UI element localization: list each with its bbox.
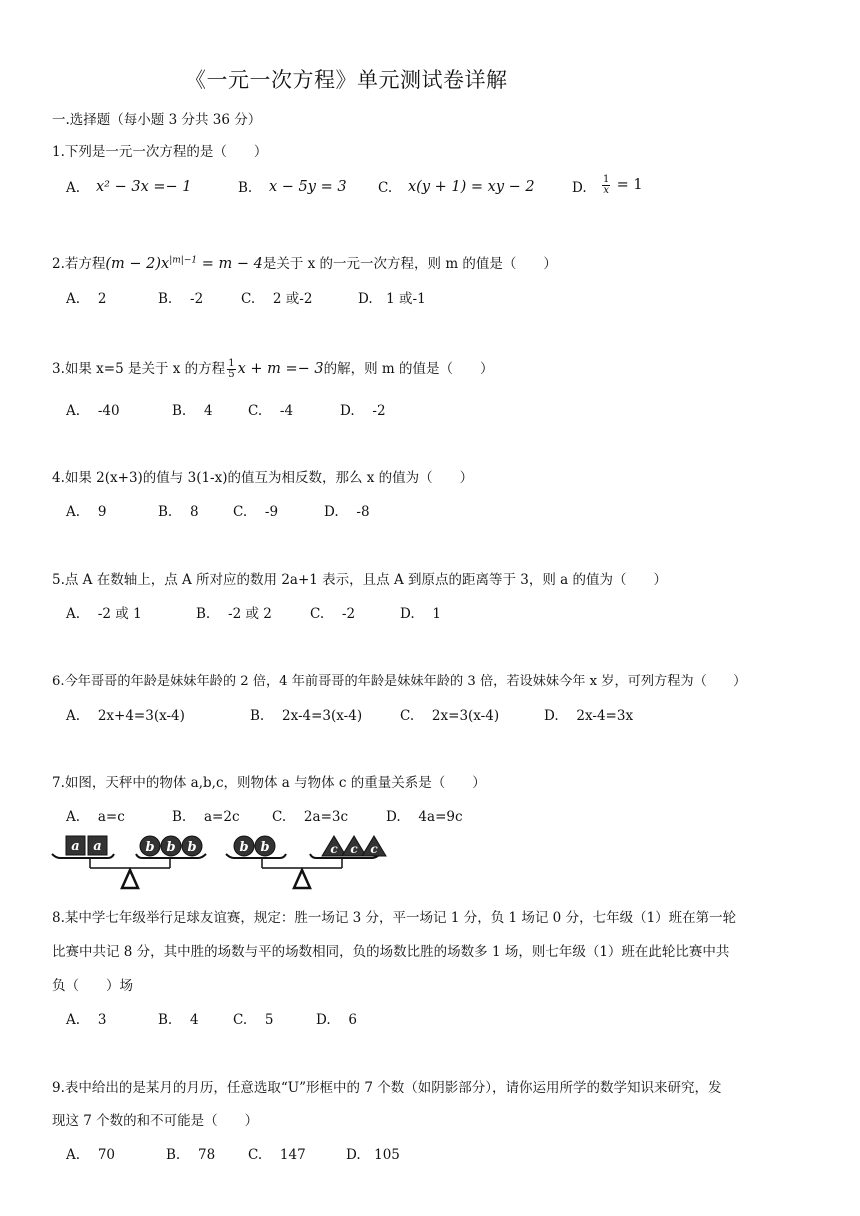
q7-option-a: A. a=c <box>66 809 125 825</box>
q2-option-c: C. 2 或-2 <box>241 291 313 307</box>
q5-option-a: A. -2 或 1 <box>66 606 142 622</box>
question-9-line-2: 现这 7 个数的和不可能是（ ） <box>52 1113 259 1129</box>
q1-option-b-label: B. <box>238 180 253 196</box>
q5-option-d: D. 1 <box>400 606 442 622</box>
q4-option-b: B. 8 <box>158 504 199 520</box>
q7-option-d: D. 4a=9c <box>386 809 463 825</box>
question-6-stem: 6.今年哥哥的年龄是妹妹年龄的 2 倍，4 年前哥哥的年龄是妹妹年龄的 3 倍，若设妹妹今年 x 岁，可列方程为（ ） <box>52 674 747 689</box>
q8-option-a: A. 3 <box>66 1012 107 1028</box>
balance-right <box>226 836 386 888</box>
q5-option-b: B. -2 或 2 <box>196 606 272 622</box>
question-2-stem: 2.若方程$(m - 2)x^{|m|-1} = m - 4$是关于 x 的一元一次方程，则 m 的值是（ ） <box>52 255 557 272</box>
triangle-c-2-label: c <box>350 842 358 856</box>
q6-option-d: D. 2x-4=3x <box>544 708 634 724</box>
q3-option-c: C. -4 <box>248 403 294 419</box>
question-5-stem: 5.点 A 在数轴上，点 A 所对应的数用 2a+1 表示，且点 A 到原点的距离等于 3，则 a 的值为（ ） <box>52 572 668 588</box>
q6-option-b: B. 2x-4=3(x-4) <box>250 708 363 724</box>
q7-option-b: B. a=2c <box>172 809 240 825</box>
q4-option-a: A. 9 <box>66 504 107 520</box>
question-7-stem: 7.如图，天秤中的物体 a,b,c，则物体 a 与物体 c 的重量关系是（ ） <box>52 775 486 791</box>
q1-option-b-expr: x − 5y = 3 <box>269 179 347 195</box>
q4-option-d: D. -8 <box>324 504 370 520</box>
q5-option-c: C. -2 <box>310 606 356 622</box>
triangle-c-1-label: c <box>330 842 338 856</box>
q1-option-d-expr: $\frac{1}{x}$ = 1 <box>603 174 643 196</box>
q6-option-c: C. 2x=3(x-4) <box>400 708 500 724</box>
q3-option-d: D. -2 <box>340 403 386 419</box>
q1-option-d-label: D. <box>572 180 587 196</box>
fulcrum-left <box>122 870 138 888</box>
ball-b-3-label: b <box>187 840 197 855</box>
q8-option-d: D. 6 <box>316 1012 358 1028</box>
question-3-stem: 3.如果 x=5 是关于 x 的方程 $\frac{1}{5}$ x + m =− 3的解，则 m 的值是（ ） <box>52 358 494 380</box>
q1-option-c-label: C. <box>378 180 393 196</box>
q9-option-c: C. 147 <box>248 1147 306 1163</box>
q4-option-c: C. -9 <box>233 504 279 520</box>
question-9-line-1: 9.表中给出的是某月的月历，任意选取“U”形框中的 7 个数（如阴影部分），请你运用所学的数学知识来研究，发 <box>52 1080 722 1096</box>
balance-left <box>52 836 206 888</box>
q8-option-c: C. 5 <box>233 1012 274 1028</box>
question-8-line-1: 8.某中学七年级举行足球友谊赛，规定：胜一场记 3 分，平一场记 1 分，负 1 场记 0 分，七年级（1）班在第一轮 <box>52 910 737 926</box>
ball-b-4-label: b <box>239 840 249 855</box>
q6-option-a: A. 2x+4=3(x-4) <box>66 708 185 724</box>
q9-option-d: D. 105 <box>346 1147 400 1163</box>
triangle-c-3-label: c <box>370 842 378 856</box>
q1-option-a-label: A. <box>66 180 81 196</box>
question-4-stem: 4.如果 2(x+3)的值与 3(1-x)的值互为相反数，那么 x 的值为（ ） <box>52 470 474 486</box>
q9-option-b: B. 78 <box>166 1147 216 1163</box>
q2-option-b: B. -2 <box>158 291 204 307</box>
q2-option-a: A. 2 <box>66 291 107 307</box>
ball-b-2-label: b <box>166 840 176 855</box>
q3-option-a: A. -40 <box>66 403 120 419</box>
box-a-2-label: a <box>93 839 102 854</box>
question-1-stem: 1.下列是一元一次方程的是（ ） <box>52 144 268 160</box>
page-title: 《一元一次方程》单元测试卷详解 <box>185 68 508 92</box>
q1-option-c-expr: x(y + 1) = xy − 2 <box>408 179 535 195</box>
balance-scale-figure <box>50 828 390 892</box>
section-heading: 一.选择题（每小题 3 分共 36 分） <box>52 112 262 128</box>
question-8-line-3: 负（ ）场 <box>52 978 133 994</box>
question-8-line-2: 比赛中共记 8 分，其中胜的场数与平的场数相同，负的场数比胜的场数多 1 场，则七年级（1）班在此轮比赛中共 <box>52 944 730 960</box>
q2-option-d: D. 1 或-1 <box>358 291 426 307</box>
box-a-1-label: a <box>71 839 80 854</box>
ball-b-5-label: b <box>260 840 270 855</box>
q3-option-b: B. 4 <box>172 403 213 419</box>
ball-b-1-label: b <box>145 840 155 855</box>
q9-option-a: A. 70 <box>66 1147 116 1163</box>
q7-option-c: C. 2a=3c <box>272 809 349 825</box>
q1-option-a-expr: x² − 3x =− 1 <box>96 179 192 195</box>
fulcrum-right <box>294 870 310 888</box>
q8-option-b: B. 4 <box>158 1012 199 1028</box>
